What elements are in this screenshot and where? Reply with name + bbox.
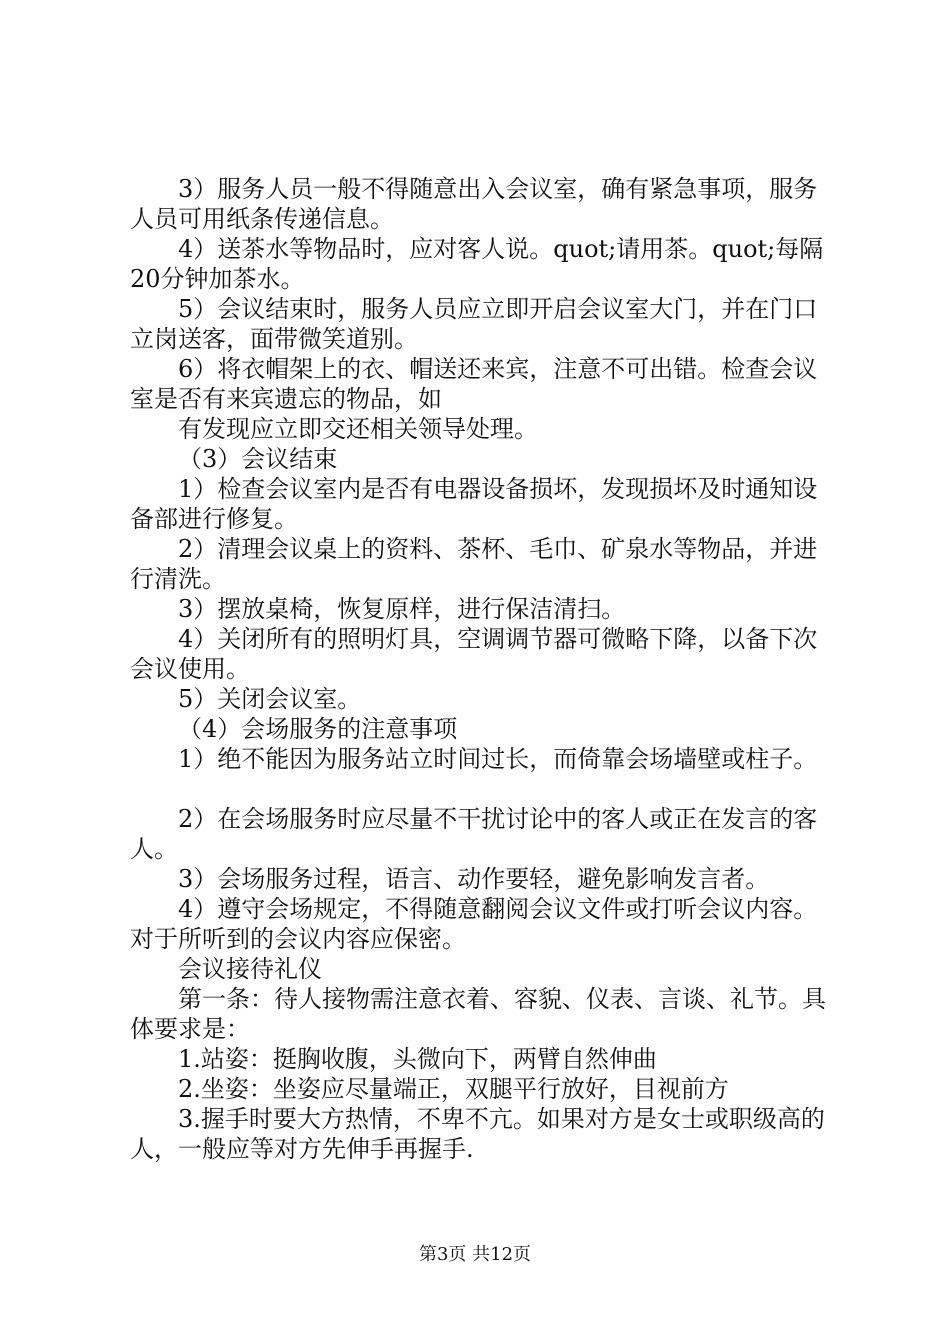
paragraph: 1）绝不能因为服务站立时间过长，而倚靠会场墙壁或柱子。 <box>178 745 818 773</box>
paragraph: 4）关闭所有的照明灯具，空调调节器可微略下降，以备下次会议使用。 <box>130 625 818 683</box>
paragraph: 2）在会场服务时应尽量不干扰讨论中的客人或正在发言的客人。 <box>130 805 818 863</box>
section-heading: （3）会议结束 <box>178 445 338 473</box>
page-number-footer: 第3页 共12页 <box>418 1244 532 1265</box>
paragraph: 4）送茶水等物品时，应对客人说。quot;请用茶。quot;每隔20分钟加茶水。 <box>130 235 824 293</box>
paragraph: 5）会议结束时，服务人员应立即开启会议室大门，并在门口立岗送客，面带微笑道别。 <box>130 295 818 353</box>
paragraph: 第一条：待人接物需注意衣着、容貌、仪表、言谈、礼节。具体要求是： <box>130 985 826 1043</box>
paragraph: 6）将衣帽架上的衣、帽送还来宾，注意不可出错。检查会议室是否有来宾遗忘的物品，如 <box>130 355 818 413</box>
paragraph: 3）摆放桌椅，恢复原样，进行保洁清扫。 <box>178 595 626 623</box>
paragraph: 3）会场服务过程，语言、动作要轻，避免影响发言者。 <box>178 865 770 893</box>
paragraph: 有发现应立即交还相关领导处理。 <box>178 415 538 443</box>
section-heading: （4）会场服务的注意事项 <box>178 715 458 743</box>
blank-line <box>130 774 830 804</box>
paragraph: 3.握手时要大方热情，不卑不亢。如果对方是女士或职级高的人，一般应等对方先伸手再握手. <box>130 1105 825 1163</box>
paragraph: 5）关闭会议室。 <box>178 685 362 713</box>
paragraph: 3）服务人员一般不得随意出入会议室，确有紧急事项，服务人员可用纸条传递信息。 <box>130 175 818 233</box>
paragraph: 4）遵守会场规定，不得随意翻阅会议文件或打听会议内容。对于所听到的会议内容应保密。 <box>130 895 818 953</box>
paragraph: 1.站姿：挺胸收腹，头微向下，两臂自然伸曲 <box>178 1045 657 1073</box>
paragraph: 2.坐姿：坐姿应尽量端正，双腿平行放好，目视前方 <box>178 1075 729 1103</box>
paragraph: 1）检查会议室内是否有电器设备损坏，发现损坏及时通知设备部进行修复。 <box>130 475 818 533</box>
section-heading: 会议接待礼仪 <box>178 955 322 983</box>
document-body <box>130 174 830 1164</box>
paragraph: 2）清理会议桌上的资料、茶杯、毛巾、矿泉水等物品，并进行清洗。 <box>130 535 818 593</box>
